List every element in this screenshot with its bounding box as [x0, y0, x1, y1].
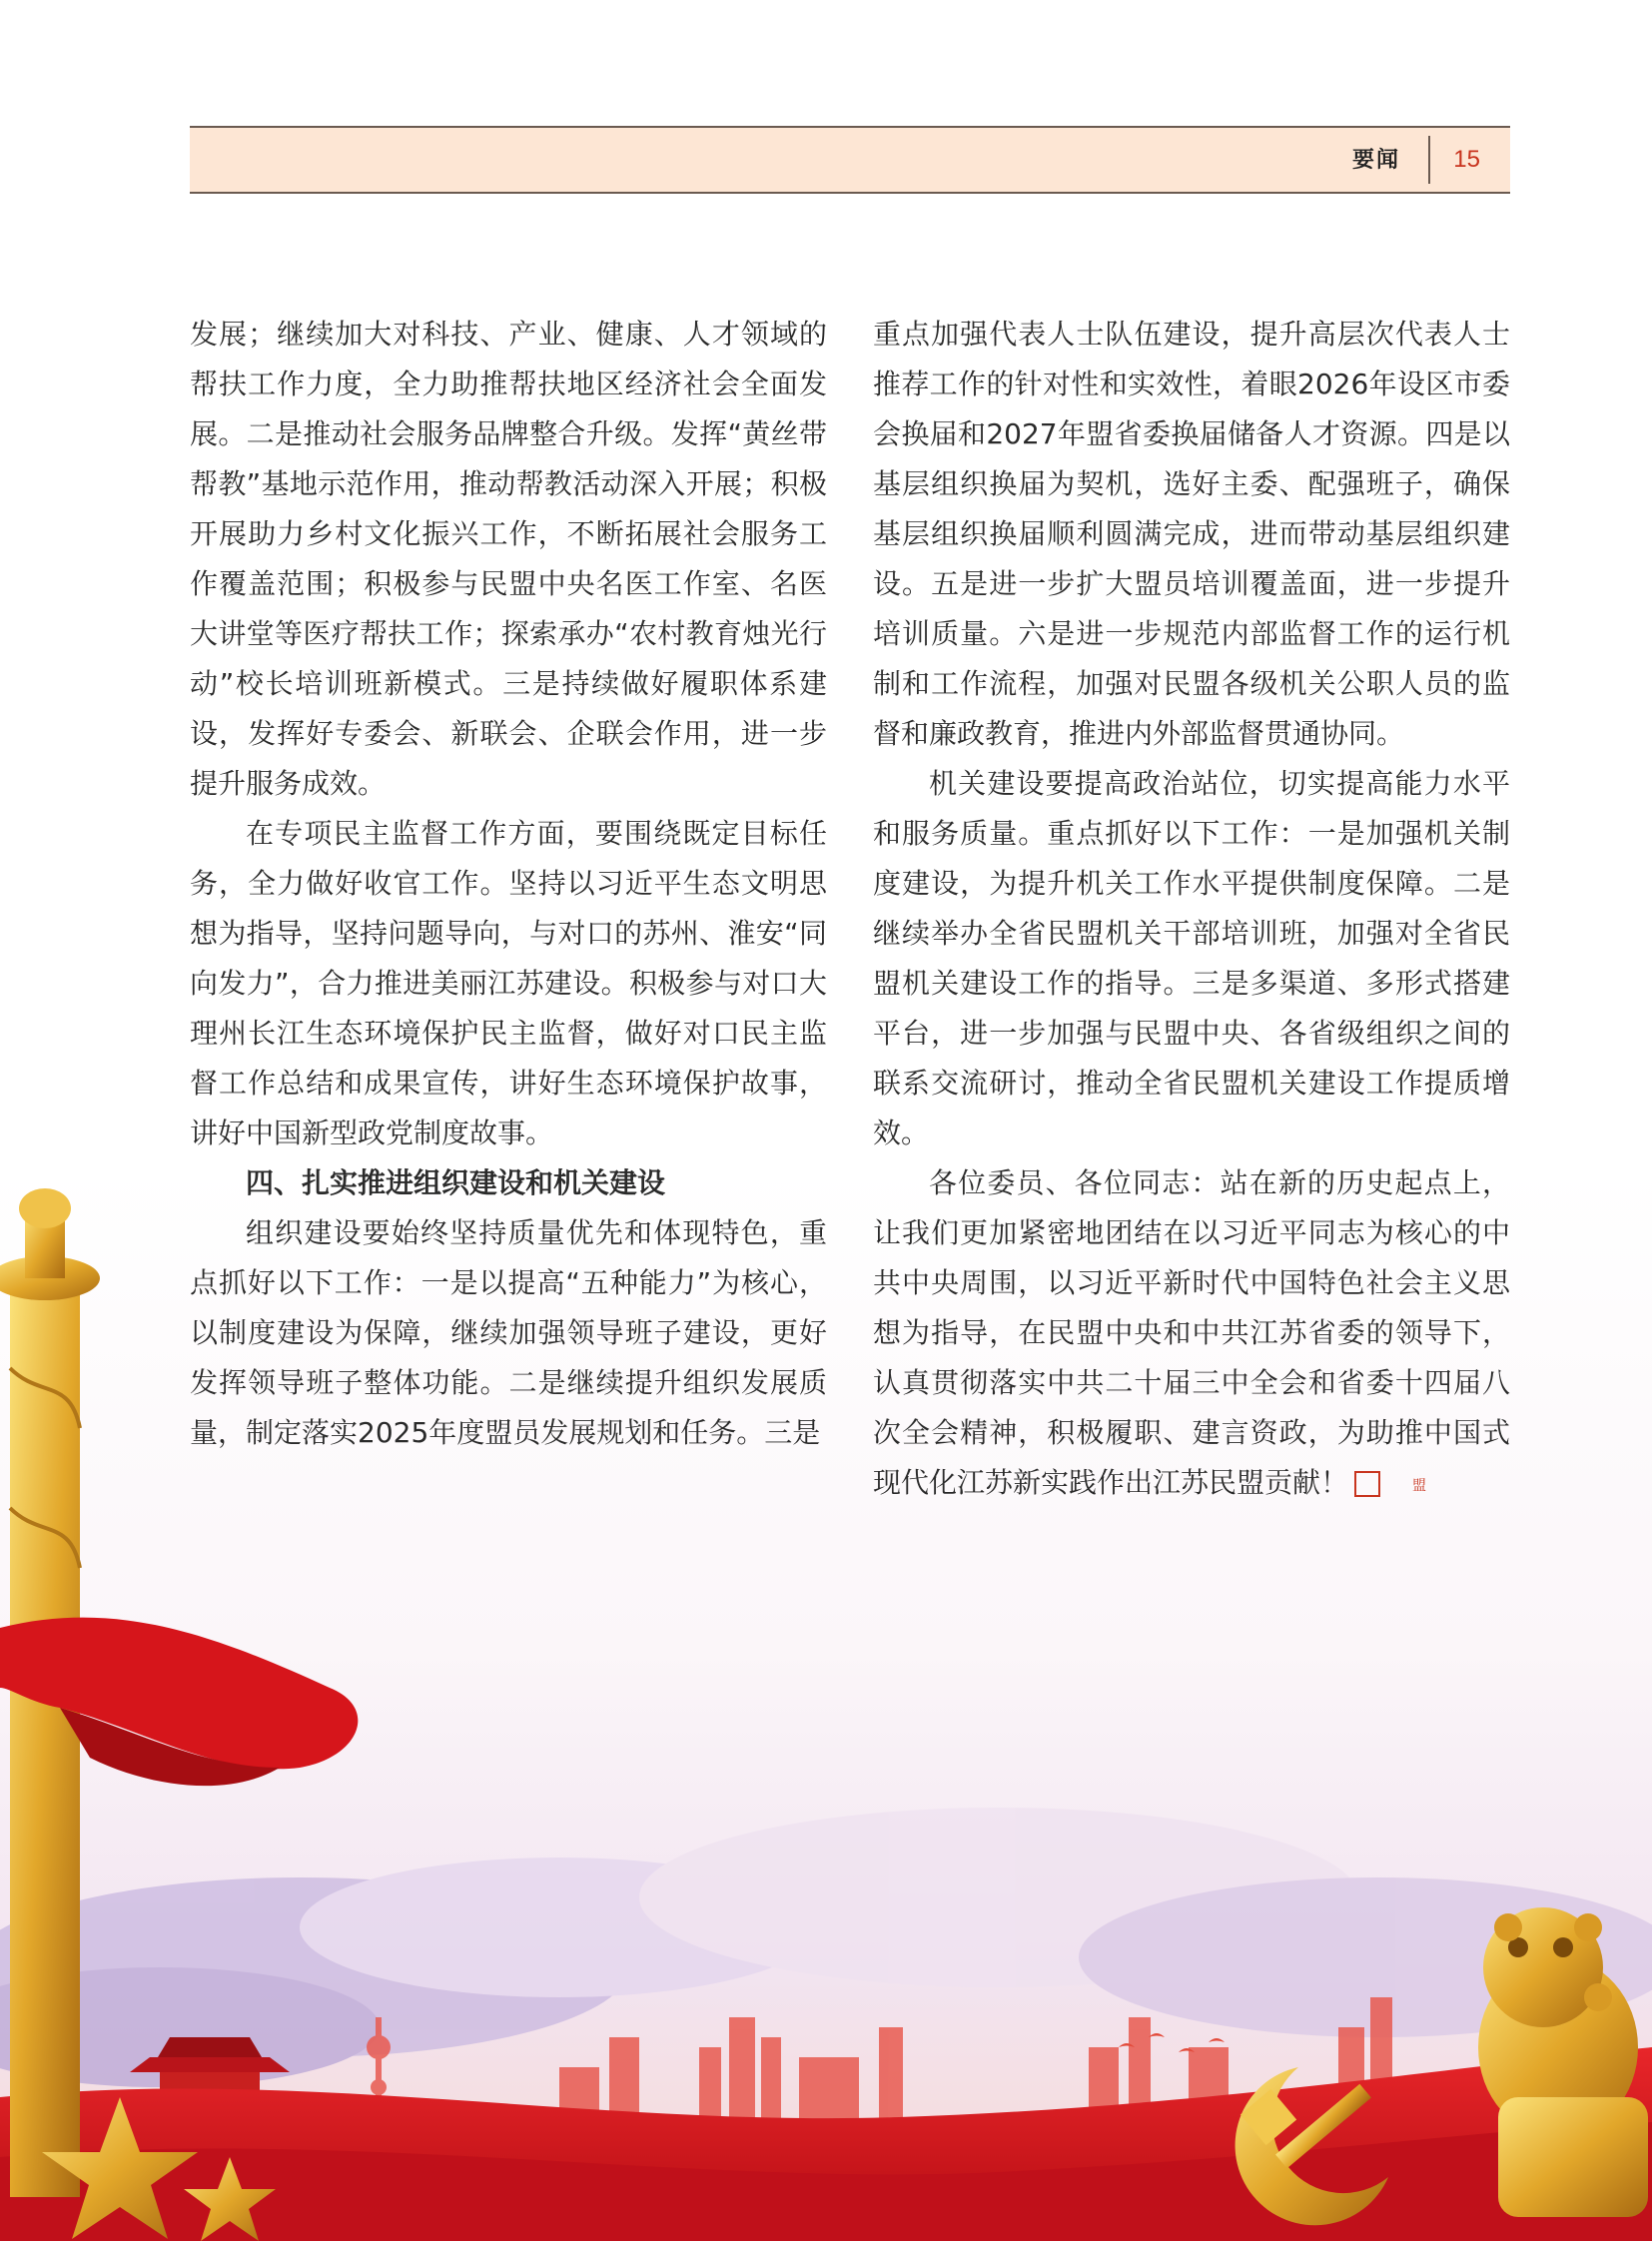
paragraph-closing [873, 1158, 1510, 1508]
page-number: 15 [1453, 146, 1480, 173]
paragraph: 重点加强代表人士队伍建设，提升高层次代表人士推荐工作的针对性和实效性，着眼2026年设区市委会换届和2027年盟省委换届储备人才资源。四是以基层组织换届为契机，选好主委、配强班子，确保基层组织换届顺利圆满完成，进而带动基层组织建设。五是进一步扩大盟员培训覆盖面，进一步提升培训质量。六是进一步规范内部监督工作的运行机制和工作流程，加强对民盟各级机关公职人员的监督和廉政教育，推进内外部监督贯通协同。 [873, 318, 1510, 750]
paragraph: 发展；继续加大对科技、产业、健康、人才领域的帮扶工作力度，全力助推帮扶地区经济社会全面发展。二是推动社会服务品牌整合升级。发挥“黄丝带帮教”基地示范作用，推动帮教活动深入开展；积极开展助力乡村文化振兴工作，不断拓展社会服务工作覆盖范围；积极参与民盟中央名医工作室、名医大讲堂等医疗帮扶工作；探索承办“农村教育烛光行动”校长培训班新模式。三是持续做好履职体系建设，发挥好专委会、新联会、企联会作用，进一步提升服务成效。 [190, 318, 827, 800]
paragraph-text: 各位委员、各位同志：站在新的历史起点上，让我们更加紧密地团结在以习近平同志为核心的中共中央周围，以习近平新时代中国特色社会主义思想为指导，在民盟中央和中共江苏省委的领导下，认真贯彻落实中共二十届三中全会和省委十四届八次全会精神，积极履职、建言资政，为助推中国式现代化江苏新实践作出江苏民盟贡献！ [873, 1166, 1510, 1499]
page-header [190, 126, 1510, 194]
right-column [873, 310, 1510, 1508]
paragraph: 在专项民主监督工作方面，要围绕既定目标任务，全力做好收官工作。坚持以习近平生态文明思想为指导，坚持问题导向，与对口的苏州、淮安“同向发力”，合力推进美丽江苏建设。积极参与对口大理州长江生态环境保护民主监督，做好对口民主监督工作总结和成果宣传，讲好生态环境保护故事，讲好中国新型政党制度故事。 [190, 817, 827, 1149]
left-column [190, 310, 827, 1458]
paragraph: 组织建设要始终坚持质量优先和体现特色，重点抓好以下工作：一是以提高“五种能力”为核心，以制度建设为保障，继续加强领导班子建设，更好发挥领导班子整体功能。二是继续提升组织发展质量，制定落实2025年度盟员发展规划和任务。三是 [190, 1216, 827, 1449]
section-heading: 四、扎实推进组织建设和机关建设 [246, 1166, 666, 1199]
section-title: 要闻 [1351, 147, 1400, 173]
end-mark-icon: 盟 [1354, 1471, 1380, 1497]
header-divider [1428, 136, 1430, 184]
paragraph: 机关建设要提高政治站位，切实提高能力水平和服务质量。重点抓好以下工作：一是加强机关制度建设，为提升机关工作水平提供制度保障。二是继续举办全省民盟机关干部培训班，加强对全省民盟机关建设工作的指导。三是多渠道、多形式搭建平台，进一步加强与民盟中央、各省级组织之间的联系交流研讨，推动全省民盟机关建设工作提质增效。 [873, 767, 1510, 1149]
